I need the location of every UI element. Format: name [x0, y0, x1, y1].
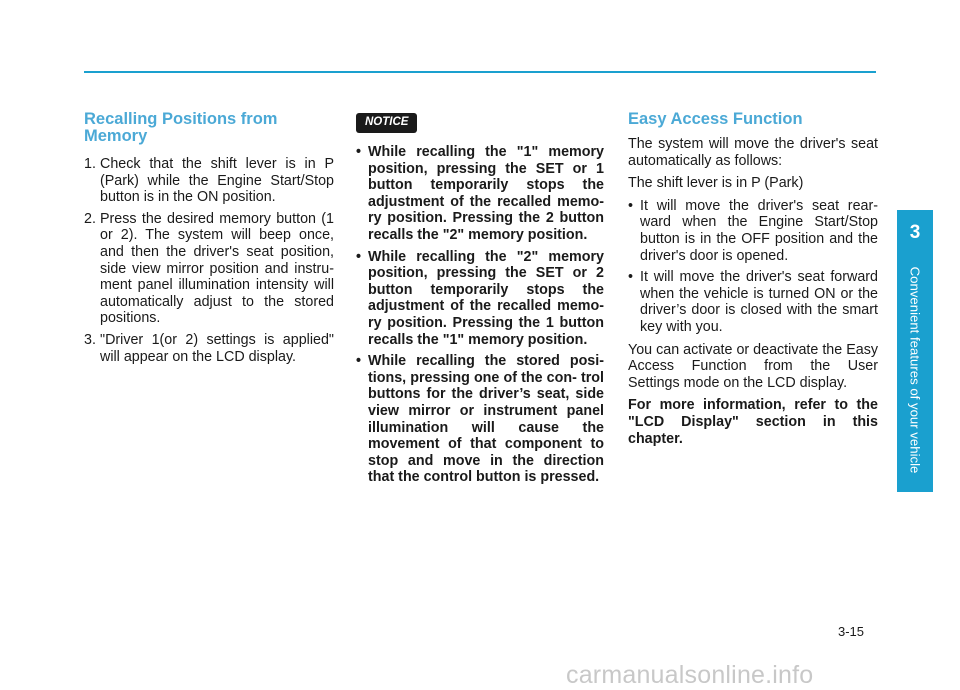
step-item	[84, 156, 334, 206]
notice-item	[356, 144, 604, 244]
easy-access-list	[628, 198, 878, 336]
chapter-number: 3	[909, 222, 921, 243]
column-notice	[356, 113, 604, 491]
notice-text: While recalling the "2" memory position, pressing the SET or 2 button temporarily stops the adjustment of the recalled memo- ry position. Pressing the 1 button recalls the "1" memory position.	[368, 248, 604, 348]
step-text: "Driver 1(or 2) settings is applied" will appear on the LCD display.	[100, 331, 334, 365]
notice-item	[356, 249, 604, 349]
watermark: carmanualsonline.info	[566, 661, 814, 689]
condition-text: The shift lever is in P (Park)	[628, 175, 804, 192]
chapter-tab	[897, 210, 933, 492]
step-number: 2.	[84, 210, 96, 227]
reference-text: For more information, refer to the "LCD Display" section in this chapter.	[628, 397, 878, 447]
section-title-easy-access: Easy Access Function	[628, 110, 803, 128]
settings-text: You can activate or deactivate the Easy Access Function from the User Settings mode on the LCD display.	[628, 341, 878, 391]
bullet-icon: •	[628, 269, 634, 286]
bullet-icon: •	[628, 197, 634, 214]
notice-badge: NOTICE	[356, 113, 417, 133]
list-item-text: It will move the driver's seat rear- ward when the Engine Start/Stop button is in the OFF position and the driver's door is opened.	[640, 197, 878, 264]
notice-item	[356, 353, 604, 486]
notice-text: While recalling the "1" memory position, pressing the SET or 1 button temporarily stops the adjustment of the recalled memo- ry position. Pressing the 2 button recalls the "2" memory position.	[368, 144, 604, 243]
bullet-icon: •	[356, 248, 362, 265]
column-memory-recall	[84, 111, 334, 370]
step-item	[84, 332, 334, 365]
page-number: 3-15	[838, 624, 865, 639]
step-text: Press the desired memory button (1 or 2). The system will beep once, and then the driver's seat position, side view mirror position and instru- ment panel illumination intensity will automatically adjust to the stored positions.	[100, 210, 334, 327]
column-easy-access	[628, 111, 878, 453]
bullet-icon: •	[356, 353, 362, 370]
step-list	[84, 156, 334, 365]
section-title-memory: Recalling Positions from Memory	[84, 110, 278, 145]
chapter-title: Convenient features of your vehicle	[907, 266, 923, 474]
list-item	[628, 269, 878, 335]
intro-text: The system will move the driver's seat automatically as follows:	[628, 136, 878, 169]
notice-list	[356, 144, 604, 486]
step-number: 1.	[84, 156, 96, 172]
list-item-text: It will move the driver's seat forward when the vehicle is turned ON or the driver’s door is closed with the smart key with you.	[640, 269, 878, 335]
list-item	[628, 198, 878, 264]
bullet-icon: •	[356, 144, 362, 160]
notice-text: While recalling the stored posi- tions, pressing one of the con- trol buttons for the driver’s seat, side view mirror or instrument panel illumination will cause the movement of that component to stop and move in the direction that the control button is pressed.	[368, 353, 604, 486]
step-item	[84, 211, 334, 327]
step-number: 3.	[84, 331, 96, 348]
step-text: Check that the shift lever is in P (Park) while the Engine Start/Stop button is in the ON position.	[100, 156, 334, 206]
top-rule	[84, 71, 876, 73]
